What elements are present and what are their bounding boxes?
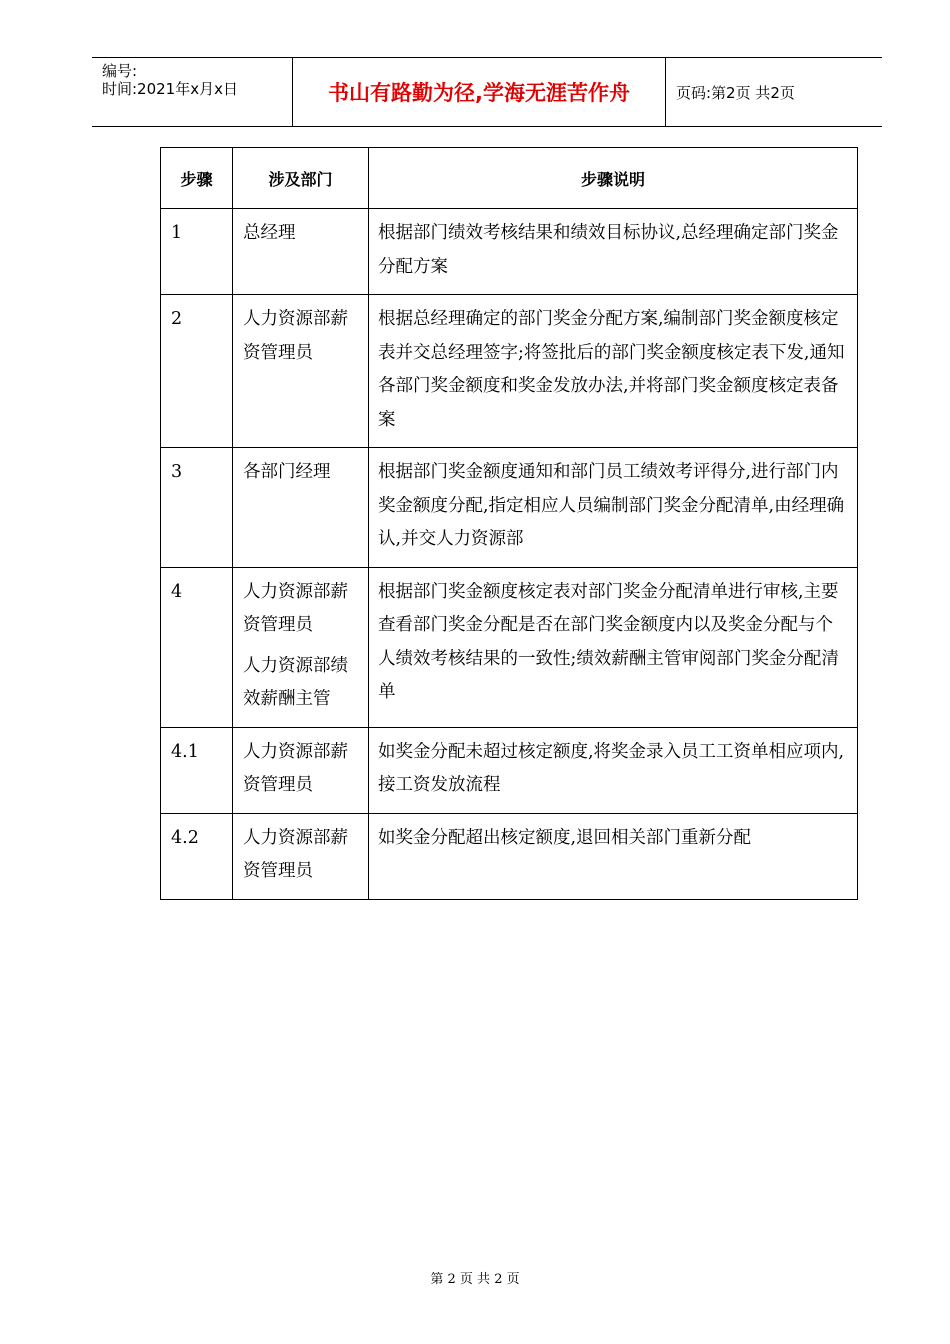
step-number: 4.1	[161, 727, 233, 813]
bonus-process-table	[160, 147, 858, 900]
table-row	[161, 295, 858, 448]
department-cell	[233, 813, 369, 899]
department-name: 人力资源部绩效薪酬主管	[243, 655, 348, 709]
step-number: 4	[161, 567, 233, 727]
table-row	[161, 567, 858, 727]
department-cell	[233, 727, 369, 813]
document-number-label: 编号:	[102, 62, 138, 80]
header-meta	[102, 62, 238, 98]
table-body	[161, 209, 858, 900]
department-name: 人力资源部薪资管理员	[243, 581, 348, 635]
department-name: 总经理	[243, 223, 296, 243]
step-number: 4.2	[161, 813, 233, 899]
department-cell	[233, 448, 369, 568]
step-number: 1	[161, 209, 233, 295]
department-cell	[233, 209, 369, 295]
page-footer: 第 2 页 共 2 页	[430, 1272, 520, 1287]
page-header	[92, 57, 882, 127]
step-description: 如奖金分配超出核定额度,退回相关部门重新分配	[369, 813, 858, 899]
step-description: 如奖金分配未超过核定额度,将奖金录入员工工资单相应项内,接工资发放流程	[369, 727, 858, 813]
department-name: 各部门经理	[243, 462, 331, 482]
step-number: 3	[161, 448, 233, 568]
table-row	[161, 727, 858, 813]
table-row	[161, 813, 858, 899]
department-name: 人力资源部薪资管理员	[243, 827, 348, 881]
header-motto: 书山有路勤为径,学海无涯苦作舟	[328, 81, 630, 105]
department-cell	[233, 295, 369, 448]
table-row	[161, 448, 858, 568]
step-number: 2	[161, 295, 233, 448]
table-row	[161, 209, 858, 295]
department-cell	[233, 567, 369, 727]
department-name: 人力资源部薪资管理员	[243, 741, 348, 795]
step-description: 根据部门奖金额度核定表对部门奖金分配清单进行审核,主要查看部门奖金分配是否在部门奖金额度内以及奖金分配与个人绩效考核结果的一致性;绩效薪酬主管审阅部门奖金分配清单	[369, 567, 858, 727]
column-header-step: 步骤	[161, 148, 233, 209]
table-header-row	[161, 148, 858, 209]
document-time-label: 时间:2021年x月x日	[102, 80, 238, 98]
step-description: 根据总经理确定的部门奖金分配方案,编制部门奖金额度核定表并交总经理签字;将签批后的部门奖金额度核定表下发,通知各部门奖金额度和奖金发放办法,并将部门奖金额度核定表备案	[369, 295, 858, 448]
department-name: 人力资源部薪资管理员	[243, 309, 348, 363]
column-header-department: 涉及部门	[233, 148, 369, 209]
header-divider	[665, 58, 666, 126]
step-description: 根据部门绩效考核结果和绩效目标协议,总经理确定部门奖金分配方案	[369, 209, 858, 295]
step-description: 根据部门奖金额度通知和部门员工绩效考评得分,进行部门内奖金额度分配,指定相应人员编制部门奖金分配清单,由经理确认,并交人力资源部	[369, 448, 858, 568]
header-page-number: 页码:第2页 共2页	[676, 84, 795, 102]
column-header-description: 步骤说明	[369, 148, 858, 209]
